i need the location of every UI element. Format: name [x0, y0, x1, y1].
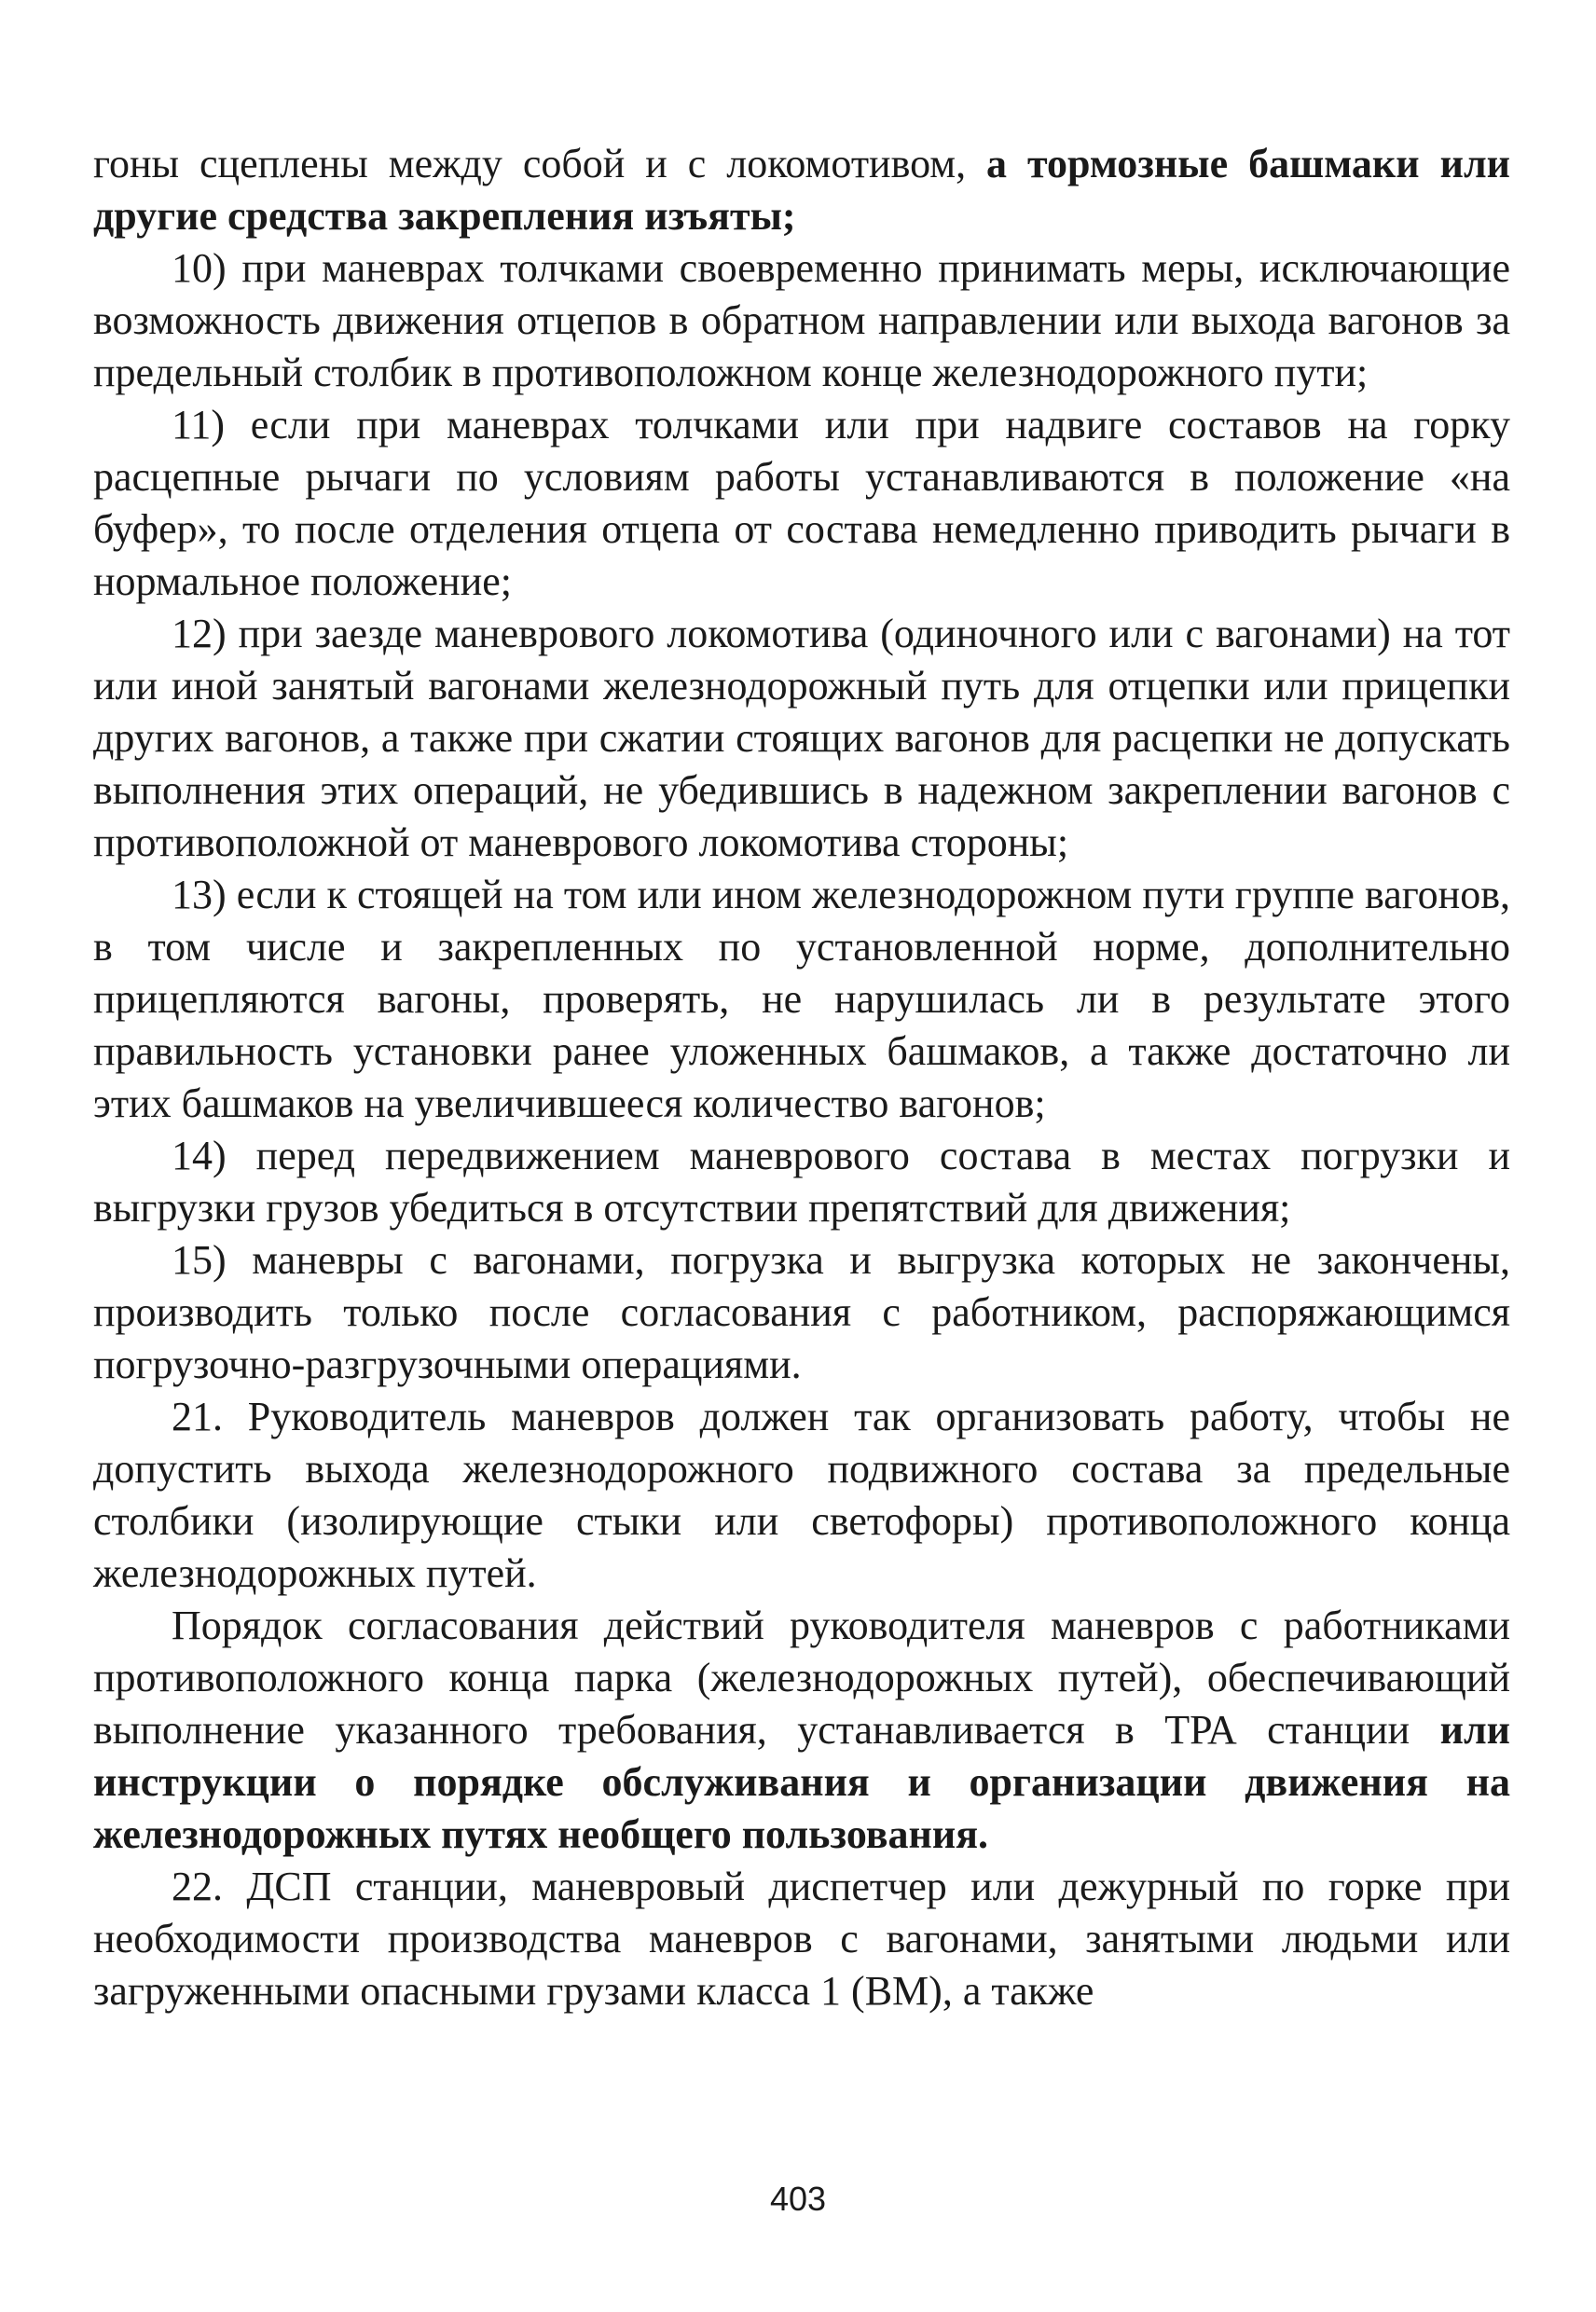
paragraph-item-11: 11) если при маневрах толчками или при надвиге составов на горку расцепные рычаги по условиям работы устанавливаются в положение «на буфер», то после отделения отцепа от состава немедленно приводить рычаги в нормальное положение; [93, 402, 1510, 604]
paragraph-item-13: 13) если к стоящей на том или ином железнодорожном пути группе вагонов, в том числе и закрепленных по установленной норме, дополнительно прицепляются вагоны, проверять, не нарушилась ли в результате этого правильность установки ранее уложенных башмаков, а также достаточно ли этих башмаков на увеличившееся количество вагонов; [93, 872, 1510, 1126]
page-number: 403 [769, 2180, 827, 2218]
paragraph-item-10: 10) при маневрах толчками своевременно принимать меры, исключающие возможность движения отцепов в обратном направлении или выхода вагонов за предельный столбик в противоположном конце железнодорожного пути; [93, 245, 1510, 395]
paragraph-section-22: 22. ДСП станции, маневровый диспетчер или дежурный по горке при необходимости производства маневров с вагонами, занятыми людьми или загруженными опасными грузами класса 1 (ВМ), а также [93, 1864, 1510, 2014]
paragraph-section-21: 21. Руководитель маневров должен так организовать работу, чтобы не допустить выхода железнодорожного подвижного состава за предельные столбики (изолирующие стыки или светофоры) противоположного конца железнодорожных путей. [93, 1394, 1510, 1596]
paragraph-item-14: 14) перед передвижением маневрового состава в местах погрузки и выгрузки грузов убедиться в отсутствии препятствий для движения; [93, 1133, 1510, 1231]
paragraph-item-12: 12) при заезде маневрового локомотива (одиночного или с вагонами) на тот или иной занятый вагонами железнодорожный путь для отцепки или прицепки других вагонов, а также при сжатии стоящих вагонов для расцепки не допускать выполнения этих операций, не убедившись в надежном закреплении вагонов с противоположной от маневрового локомотива стороны; [93, 611, 1510, 865]
paragraph-continuation: гоны сцеплены между собой и с локомотивом, а тормозные башмаки или другие средства закрепления изъяты; [93, 141, 1510, 239]
paragraph-item-15: 15) маневры с вагонами, погрузка и выгрузка которых не закончены, производить только после согласования с работником, распоряжающимся погрузочно-разгрузочными операциями. [93, 1237, 1510, 1387]
paragraph-coordination-order: Порядок согласования действий руководителя маневров с работниками противоположного конца парка (железнодорожных путей), обеспечивающий выполнение указанного требования, устанавливается в ТРА станции или инструкции о порядке обслуживания и организации движения на железнодорожных путях необщего пользования. [93, 1603, 1510, 1857]
page-body [93, 138, 1510, 2017]
